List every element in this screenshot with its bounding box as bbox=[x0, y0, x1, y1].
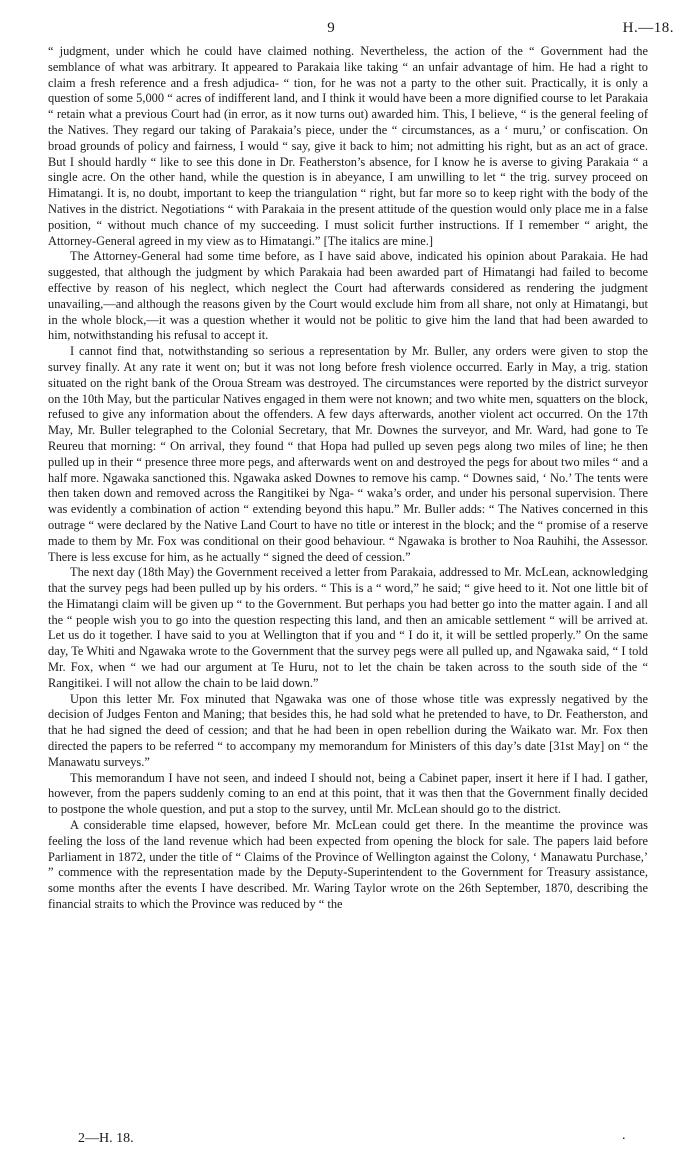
paragraph: The next day (18th May) the Government received a letter from Parakaia, addressed to Mr. McLean, acknowledging that the survey pegs had been pulled up by his orders. “ This is a “ word,” he said; “ give heed to it. Not one little bit of the Himatangi claim will be given up “ to the Government. But perhaps you had better go into the matter again. I and all the “ people wish you to go into the question respecting this land, and then an amicable settlement “ will be arrived at. Let us do it together. I have said to you at Wellington that if you and “ I do it, it will be settled properly.” On the same day, Te Whiti and Ngawaka wrote to the Government that the survey pegs were all pulled up, and Ngawaka said, “ I told Mr. Fox, when “ we had our argument at Te Huru, not to let the chain be taken across to the south side of the “ Rangitikei. I will not allow the chain to be laid down.” bbox=[48, 565, 648, 690]
paragraph: The Attorney-General had some time before, as I have said above, indicated his opinion about Parakaia. He had suggested, that although the judgment by which Parakaia had been awarded part of Himatangi had failed to become effective by reason of his neglect, which neglect the Court had afterwards considered as rendering the judgment unavailing,—and although the reasons given by the Court would exclude him from all share, not only at Himatangi, but in the whole block,—it was a question whether it would not be politic to give him the land that had been awarded to him, notwithstanding his refusal to accept it. bbox=[48, 249, 648, 343]
paragraph: This memorandum I have not seen, and indeed I should not, being a Cabinet paper, insert it here if I had. I gather, however, from the papers suddenly coming to an end at this point, that it was then that the Government finally decided to postpone the whole question, and put a stop to the survey, until Mr. McLean should go to the district. bbox=[48, 770, 648, 817]
stray-mark: . bbox=[622, 1128, 626, 1143]
paragraph: Upon this letter Mr. Fox minuted that Ngawaka was one of those whose title was expressly negatived by the decision of Judges Fenton and Maning; that besides this, he had sold what he pretended to have, to Dr. Featherston, and that he had signed the deed of cession; and that he had been in open rebellion during the Waikato war. Mr. Fox then directed the papers to be referred “ to accompany my memorandum for Ministers of this day’s date [31st May] on “ the Manawatu surveys.” bbox=[48, 691, 648, 769]
paragraph: I cannot find that, notwithstanding so serious a representation by Mr. Buller, any orders were given to stop the survey finally. At any rate it went on; but it was not long before fresh violence occurred. Early in May, a trig. station situated on the right bank of the Oroua Stream was destroyed. The circumstances were reported by the district surveyor on the 10th May, but the particular Natives engaged in them were not known; and two white men, squatters on the block, refused to give any information about the offenders. A few days afterwards, another violent act occurred. On the 17th May, Mr. Buller telegraphed to the Colonial Secretary, that Mr. Downes the surveyor, and Mr. Ward, had gone to Te Reureu that morning: “ On arrival, they found “ that Hopa had pulled up seven pegs along two miles of line; he then pulled up in their “ presence three more pegs, and afterwards went on and destroyed the pegs for about two miles “ and a half more. Ngawaka sanctioned this. Ngawaka asked Downes to remove his camp. “ Downes said, ‘ No.’ The tents were then taken down and removed across the Rangitikei by Nga- “ waka’s order, and under his personal supervision. There was evidently a combination of action “ extending beyond this hapu.” Mr. Buller adds: “ The Natives concerned in this outrage “ were declared by the Native Land Court to have no title or interest in the block; and the “ promise of a reserve made to them by Mr. Fox was conditional on their good behaviour. “ Ngawaka is brother to Noa Rauhihi, the Assessor. There is less excuse for him, as he actually “ signed the deed of cession.” bbox=[48, 344, 648, 564]
paragraph: “ judgment, under which he could have claimed nothing. Nevertheless, the action of the “ Government had the semblance of what was arbitrary. It appeared to Parakaia like taking “ an unfair advantage of him. He had a right to claim a fresh reference and a fresh adjudica- “ tion, for he was not a party to the other suit. Practically, it is only a question of some 5,000 “ acres of indifferent land, and I think it would have been a more dignified course to let Parakaia “ retain what a previous Court had (in error, as it now turns out) awarded him. This, I believe, “ is the general feeling of the Natives. They regard our taking of Parakaia’s piece, under the “ circumstances, as a ‘ muru,’ or confiscation. On broad grounds of policy and fairness, I would “ say, give it back to him; not admitting his right, but as an act of grace. But I should hardly “ like to see this done in Dr. Featherston’s absence, for I know he is averse to giving Parakaia “ a single acre. On the other hand, while the question is in abeyance, I am unwilling to let “ the trig. survey proceed on Himatangi. It is, no doubt, important to keep the triangulation “ right, but far more so to keep right with the body of the Natives in the district. Negotiations “ with Parakaia in the present attitude of the question would only place me in a false position, “ without much chance of my succeeding. I must solicit further instructions. If I remember “ aright, the Attorney-General agreed in my view as to Himatangi.” [The italics are mine.] bbox=[48, 44, 648, 248]
paragraph: A considerable time elapsed, however, before Mr. McLean could get there. In the meantime the province was feeling the loss of the land revenue which had been expected from opening the block for sale. The papers laid before Parliament in 1872, under the title of “ Claims of the Province of Wellington against the Colony, ‘ Manawatu Purchase,’ ” commence with the representation made by the Deputy-Superintendent to the Government for Treasury assistance, some months after the events I have described. Mr. Waring Taylor wrote on the 26th September, 1870, describing the financial straits to which the Province was reduced by “ the bbox=[48, 818, 648, 912]
document-reference: H.—18. bbox=[622, 20, 674, 36]
page-number: 9 bbox=[327, 20, 335, 36]
body-text bbox=[48, 44, 648, 913]
signature-mark: 2—H. 18. bbox=[78, 1131, 134, 1146]
